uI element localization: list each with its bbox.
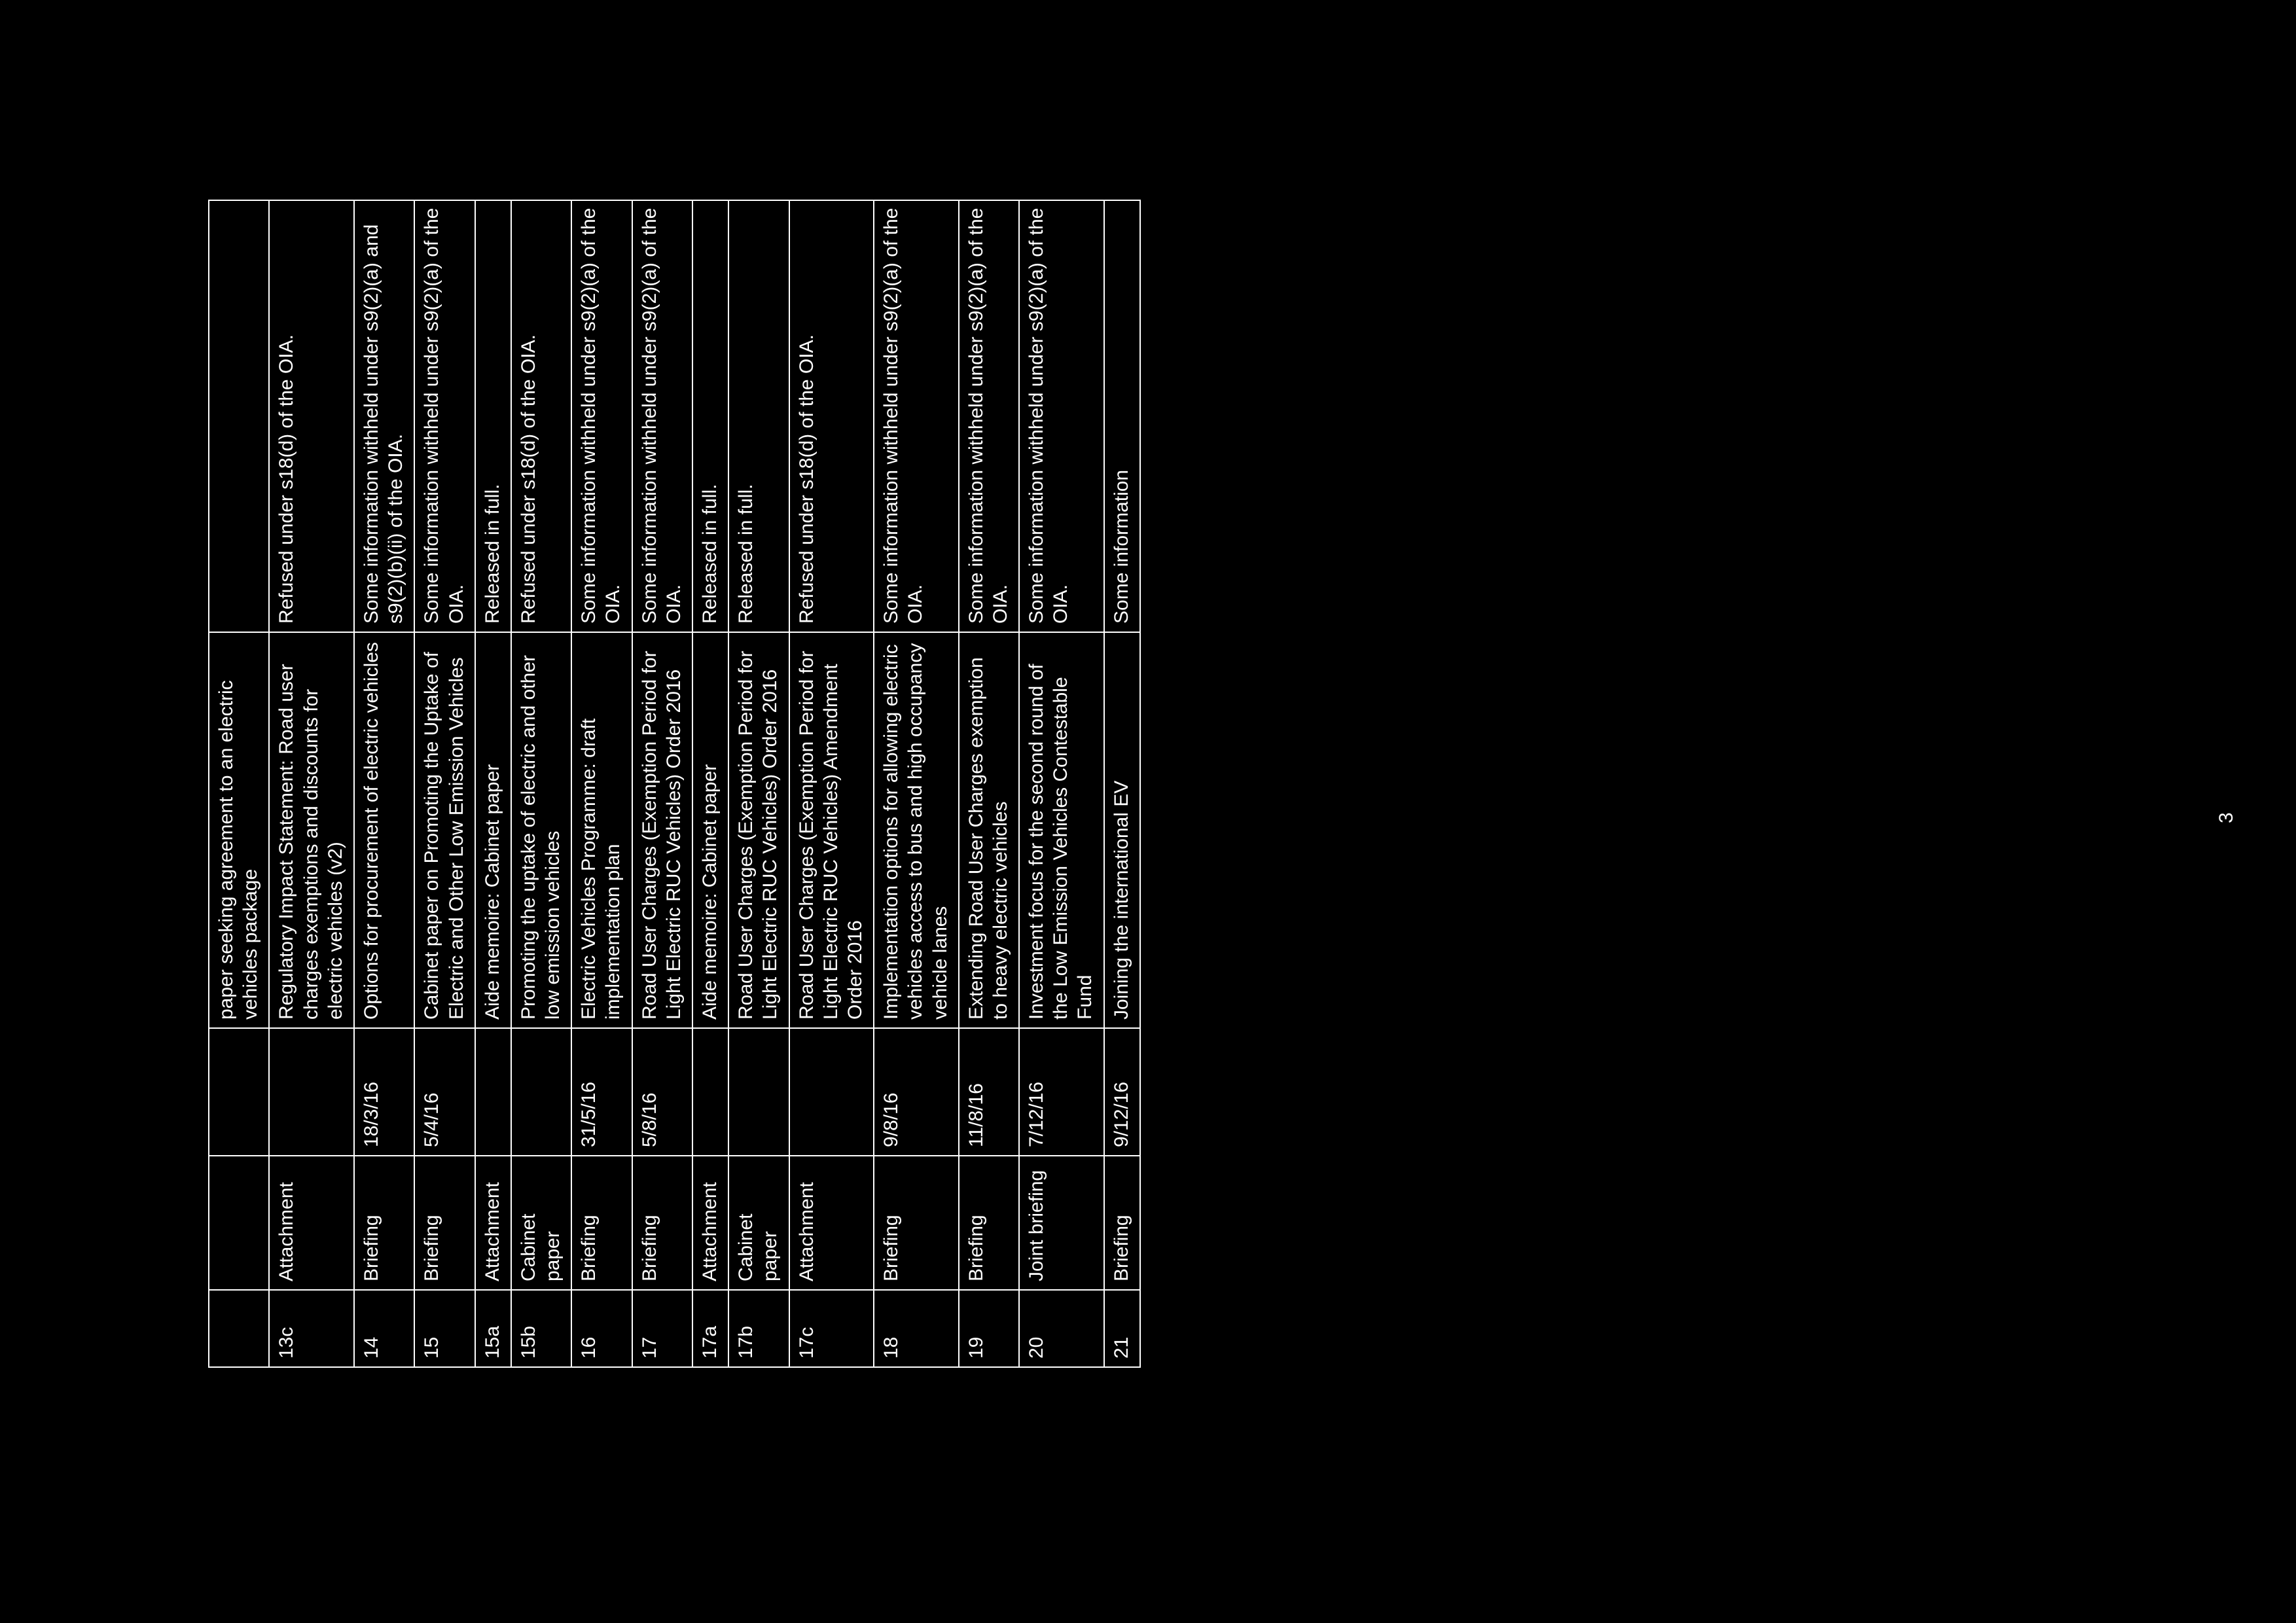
table-row: [571, 200, 632, 1367]
cell-decision: Some information withheld under s9(2)(a) and s9(2)(b)(ii) of the OIA.: [354, 200, 414, 632]
cell-date: [728, 1028, 789, 1156]
cell-document-type: Briefing: [354, 1156, 414, 1290]
table-row: [692, 200, 728, 1367]
page-number: 3: [2215, 812, 2237, 823]
cell-item-number: 21: [1104, 1290, 1140, 1367]
cell-description: Implementation options for allowing electric vehicles access to bus and high occupancy vehicle lanes: [874, 632, 959, 1028]
cell-description: Joining the international EV: [1104, 632, 1140, 1028]
cell-decision: Some information withheld under s9(2)(a) of the OIA.: [632, 200, 692, 632]
cell-decision: Released in full.: [728, 200, 789, 632]
table-row: [632, 200, 692, 1367]
cell-decision: Refused under s18(d) of the OIA.: [789, 200, 874, 632]
cell-date: 18/3/16: [354, 1028, 414, 1156]
cell-date: 9/8/16: [874, 1028, 959, 1156]
cell-date: [789, 1028, 874, 1156]
cell-description: Aide memoire: Cabinet paper: [475, 632, 511, 1028]
cell-decision: Released in full.: [475, 200, 511, 632]
cell-decision: Refused under s18(d) of the OIA.: [511, 200, 571, 632]
cell-item-number: 18: [874, 1290, 959, 1367]
cell-document-type: Briefing: [632, 1156, 692, 1290]
cell-item-number: 19: [959, 1290, 1019, 1367]
cell-decision: Some information withheld under s9(2)(a) of the OIA.: [571, 200, 632, 632]
cell-description: paper seeking agreement to an electric vehicles package: [209, 632, 269, 1028]
cell-decision: Some information withheld under s9(2)(a) of the OIA.: [414, 200, 475, 632]
cell-item-number: 14: [354, 1290, 414, 1367]
cell-document-type: Joint briefing: [1019, 1156, 1104, 1290]
cell-description: Aide memoire: Cabinet paper: [692, 632, 728, 1028]
table-row: [209, 200, 269, 1367]
cell-decision: Some information withheld under s9(2)(a) of the OIA.: [1019, 200, 1104, 632]
cell-date: [511, 1028, 571, 1156]
cell-date: 7/12/16: [1019, 1028, 1104, 1156]
cell-date: [475, 1028, 511, 1156]
table-row: [414, 200, 475, 1367]
cell-date: 31/5/16: [571, 1028, 632, 1156]
cell-date: [209, 1028, 269, 1156]
cell-document-type: Briefing: [874, 1156, 959, 1290]
cell-item-number: 20: [1019, 1290, 1104, 1367]
table-row: [789, 200, 874, 1367]
cell-description: Promoting the uptake of electric and other low emission vehicles: [511, 632, 571, 1028]
cell-date: 5/4/16: [414, 1028, 475, 1156]
table-row: [1104, 200, 1140, 1367]
cell-document-type: Cabinet paper: [728, 1156, 789, 1290]
cell-decision: [209, 200, 269, 632]
cell-description: Options for procurement of electric vehicles: [354, 632, 414, 1028]
table-row: [1019, 200, 1104, 1367]
cell-item-number: 17b: [728, 1290, 789, 1367]
cell-item-number: [209, 1290, 269, 1367]
table-row: [354, 200, 414, 1367]
table-row: [475, 200, 511, 1367]
cell-document-type: Briefing: [1104, 1156, 1140, 1290]
cell-decision: Some information: [1104, 200, 1140, 632]
cell-decision: Some information withheld under s9(2)(a) of the OIA.: [874, 200, 959, 632]
cell-date: [692, 1028, 728, 1156]
cell-item-number: 17c: [789, 1290, 874, 1367]
cell-date: 11/8/16: [959, 1028, 1019, 1156]
cell-date: 9/12/16: [1104, 1028, 1140, 1156]
cell-document-type: Briefing: [414, 1156, 475, 1290]
cell-decision: Refused under s18(d) of the OIA.: [269, 200, 354, 632]
cell-description: Road User Charges (Exemption Period for Light Electric RUC Vehicles) Order 2016: [728, 632, 789, 1028]
cell-item-number: 17a: [692, 1290, 728, 1367]
table-row: [511, 200, 571, 1367]
cell-document-type: Attachment: [692, 1156, 728, 1290]
cell-document-type: Attachment: [475, 1156, 511, 1290]
cell-document-type: Cabinet paper: [511, 1156, 571, 1290]
cell-description: Road User Charges (Exemption Period for Light Electric RUC Vehicles) Amendment Order 2016: [789, 632, 874, 1028]
cell-item-number: 15b: [511, 1290, 571, 1367]
cell-description: Regulatory Impact Statement: Road user charges exemptions and discounts for electric vehicles (v2): [269, 632, 354, 1028]
table-row: [959, 200, 1019, 1367]
cell-document-type: Attachment: [789, 1156, 874, 1290]
cell-document-type: [209, 1156, 269, 1290]
cell-decision: Released in full.: [692, 200, 728, 632]
cell-description: Road User Charges (Exemption Period for Light Electric RUC Vehicles) Order 2016: [632, 632, 692, 1028]
cell-item-number: 15: [414, 1290, 475, 1367]
table-body: [209, 200, 1140, 1367]
cell-description: Electric Vehicles Programme: draft implementation plan: [571, 632, 632, 1028]
cell-description: Investment focus for the second round of the Low Emission Vehicles Contestable Fund: [1019, 632, 1104, 1028]
cell-item-number: 16: [571, 1290, 632, 1367]
cell-item-number: 13c: [269, 1290, 354, 1367]
cell-date: [269, 1028, 354, 1156]
cell-date: 5/8/16: [632, 1028, 692, 1156]
table-row: [269, 200, 354, 1367]
cell-description: Cabinet paper on Promoting the Uptake of Electric and Other Low Emission Vehicles: [414, 632, 475, 1028]
oia-document-register-table: [208, 200, 1141, 1368]
cell-item-number: 15a: [475, 1290, 511, 1367]
cell-document-type: Attachment: [269, 1156, 354, 1290]
cell-document-type: Briefing: [571, 1156, 632, 1290]
cell-document-type: Briefing: [959, 1156, 1019, 1290]
cell-description: Extending Road User Charges exemption to heavy electric vehicles: [959, 632, 1019, 1028]
table-row: [874, 200, 959, 1367]
table-row: [728, 200, 789, 1367]
cell-decision: Some information withheld under s9(2)(a) of the OIA.: [959, 200, 1019, 632]
cell-item-number: 17: [632, 1290, 692, 1367]
